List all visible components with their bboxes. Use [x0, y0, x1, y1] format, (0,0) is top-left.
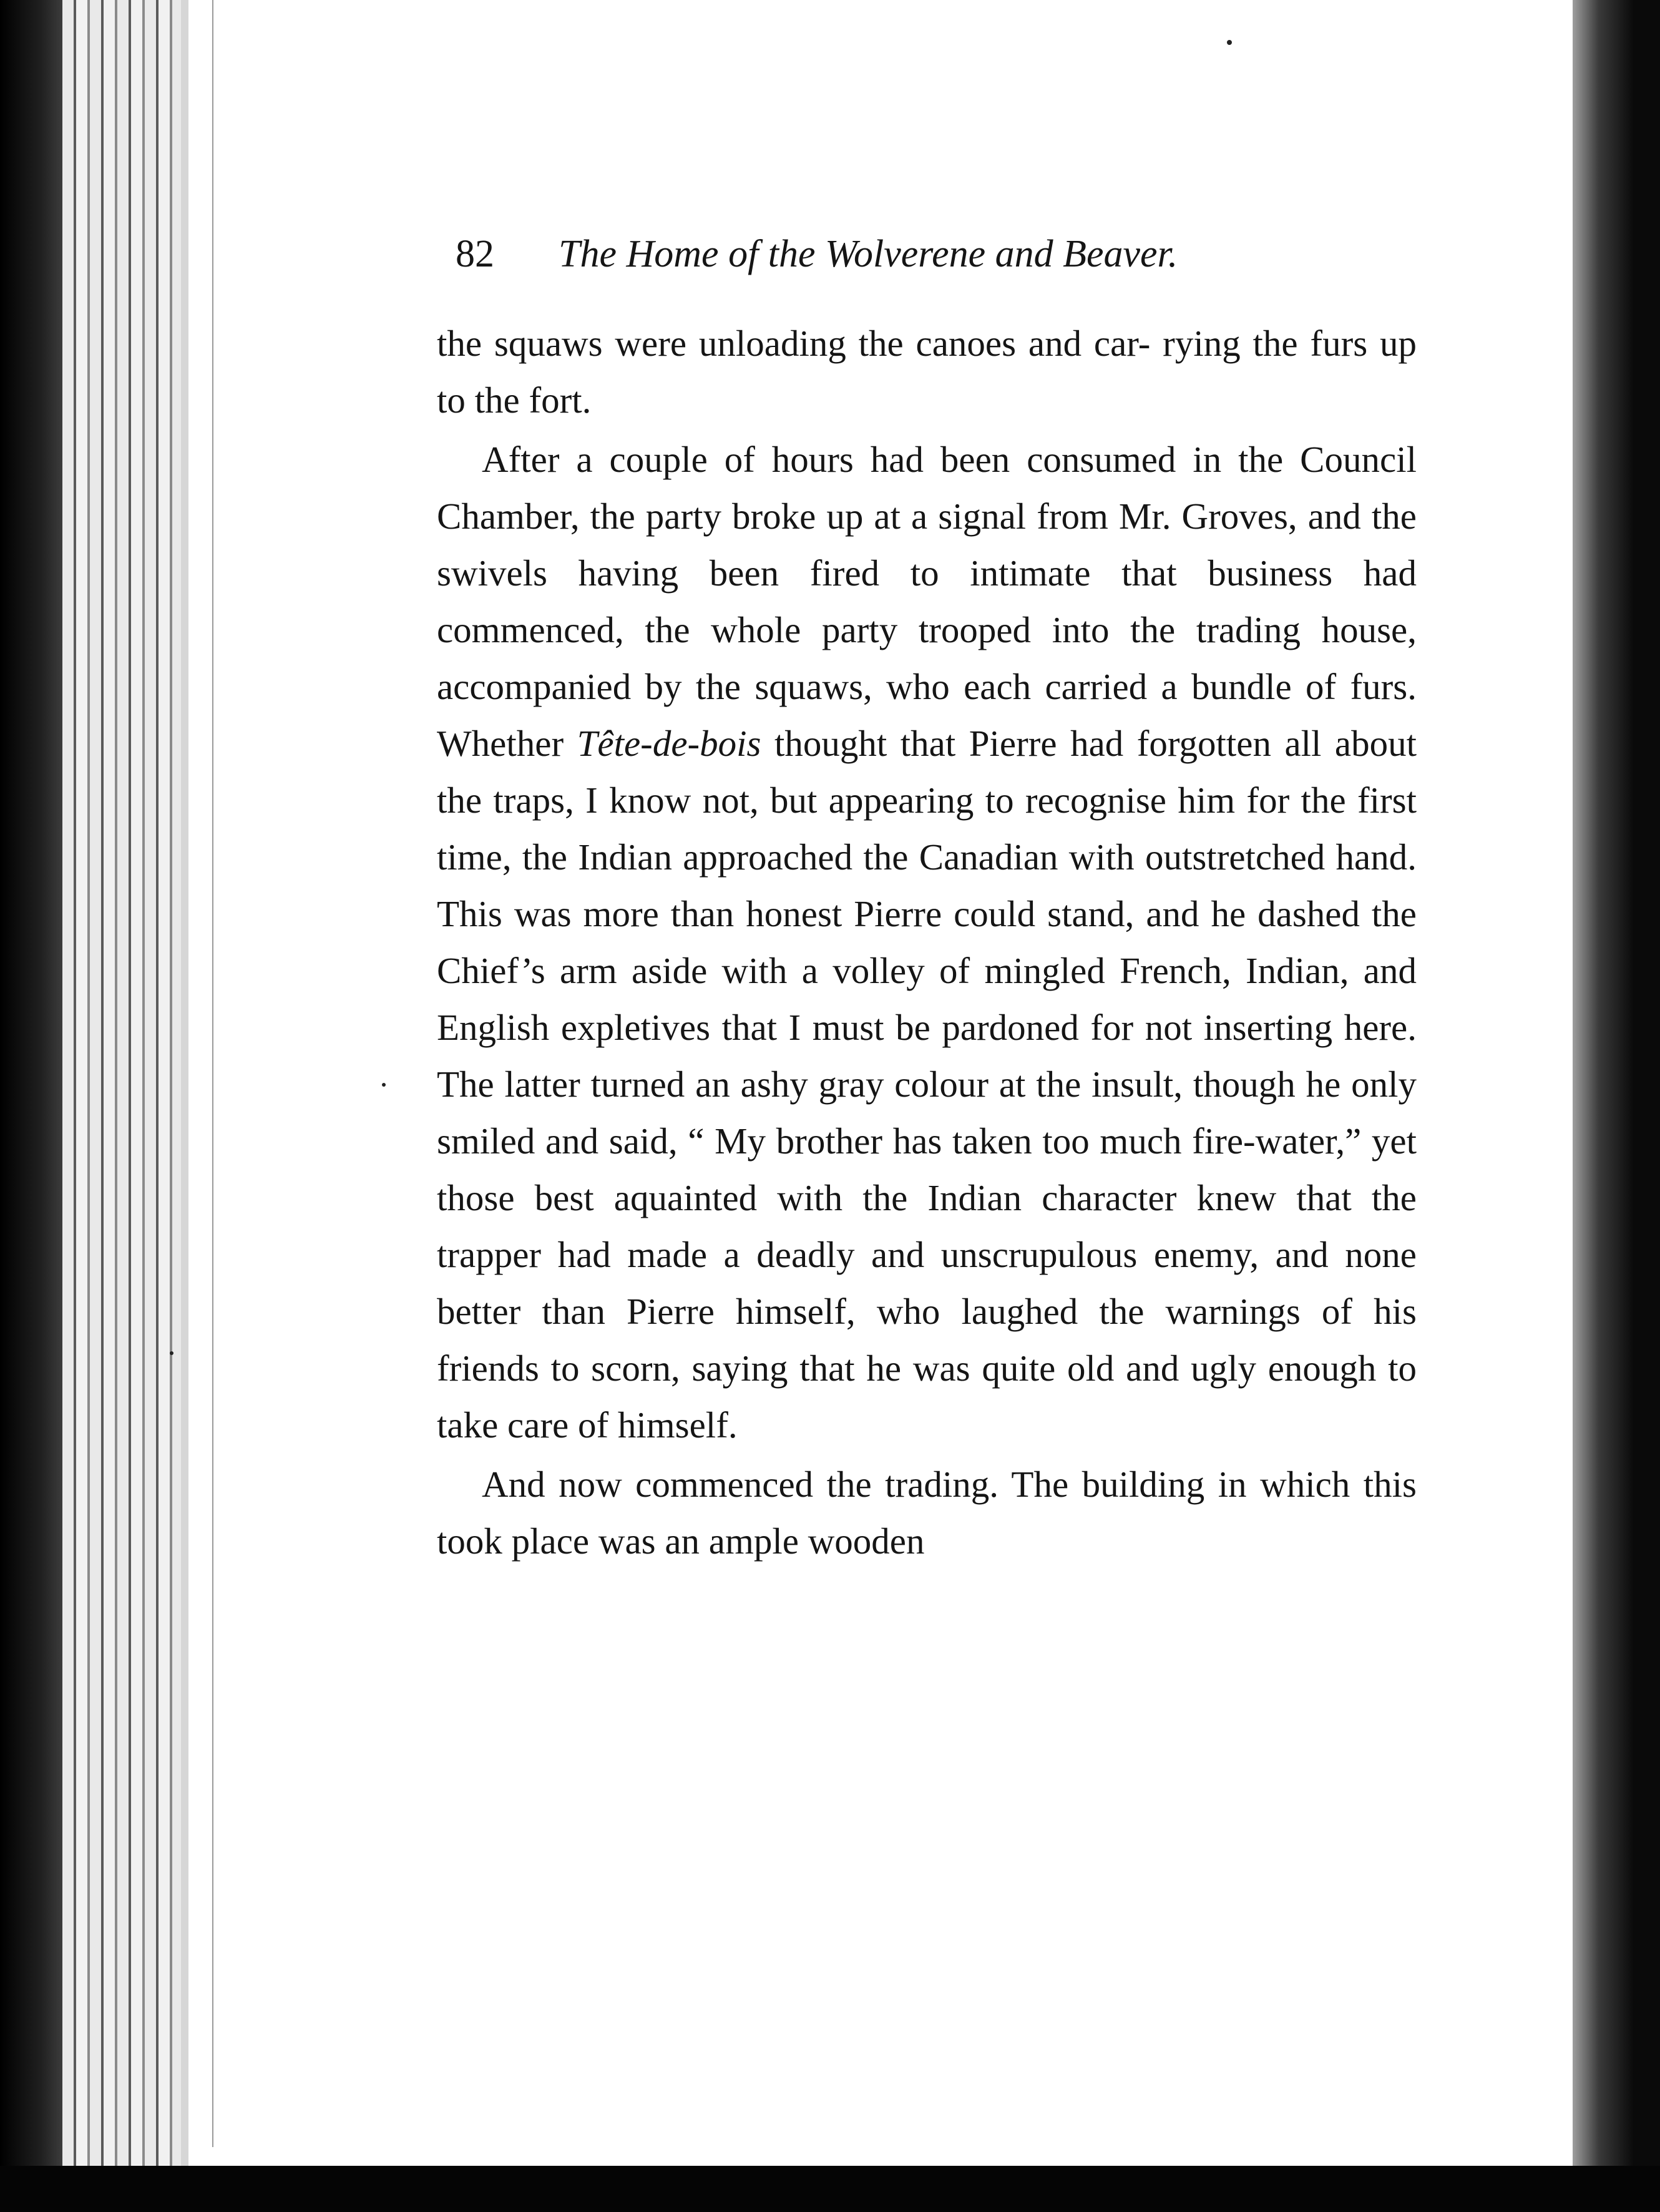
text-segment: the squaws were unloading the canoes and car- rying the furs up to the fort.: [437, 323, 1417, 421]
scan-left-shadow: [0, 0, 69, 2212]
text-segment: And now commenced the trading. The building in which this took place was an ample wooden: [437, 1464, 1417, 1562]
paragraph: [437, 1456, 1417, 1570]
page-header: [456, 226, 1323, 307]
scan-speck: [1227, 40, 1232, 45]
stacked-page-edges: [62, 0, 187, 2185]
body-text: [437, 315, 1417, 1570]
running-title: The Home of the Wolverene and Beaver.: [559, 233, 1178, 275]
page-edge-line: [212, 0, 213, 2147]
paragraph: [437, 315, 1417, 429]
book-binding-shadow: [1573, 0, 1660, 2212]
scan-speck: [382, 1083, 386, 1087]
scan-bottom-edge: [0, 2166, 1660, 2212]
paragraph: [437, 431, 1417, 1454]
text-segment: thought that Pierre had forgotten all about the traps, I know not, but appearing to recognise him for the first time, the Indian approached the Canadian with outstretched hand. This was more than honest Pierre could stand, and he dashed the Chief’s arm aside with a volley of mingled French, Indian, and English expletives that I must be pardoned for not inserting here. The latter turned an ashy gray colour at the insult, though he only smiled and said, “ My brother has taken too much fire-water,” yet those best aquainted with the Indian character knew that the trapper had made a deadly and unscrupulous enemy, and none better than Pierre himself, who laughed the warnings of his friends to scorn, saying that he was quite old and ugly enough to take care of himself.: [437, 723, 1417, 1446]
italic-name: Tête-de-bois: [577, 723, 761, 764]
page-number: 82: [456, 233, 494, 275]
scan-speck: [170, 1351, 173, 1355]
text-segment: After a couple of hours had been consumed in the Council Chamber, the party broke up at a signal from Mr. Groves, and the swivels having been fired to intimate that business had commenced, the whole party trooped into the trading house, accompanied by the squaws, who each carried a bundle of furs. Whether: [437, 439, 1417, 764]
